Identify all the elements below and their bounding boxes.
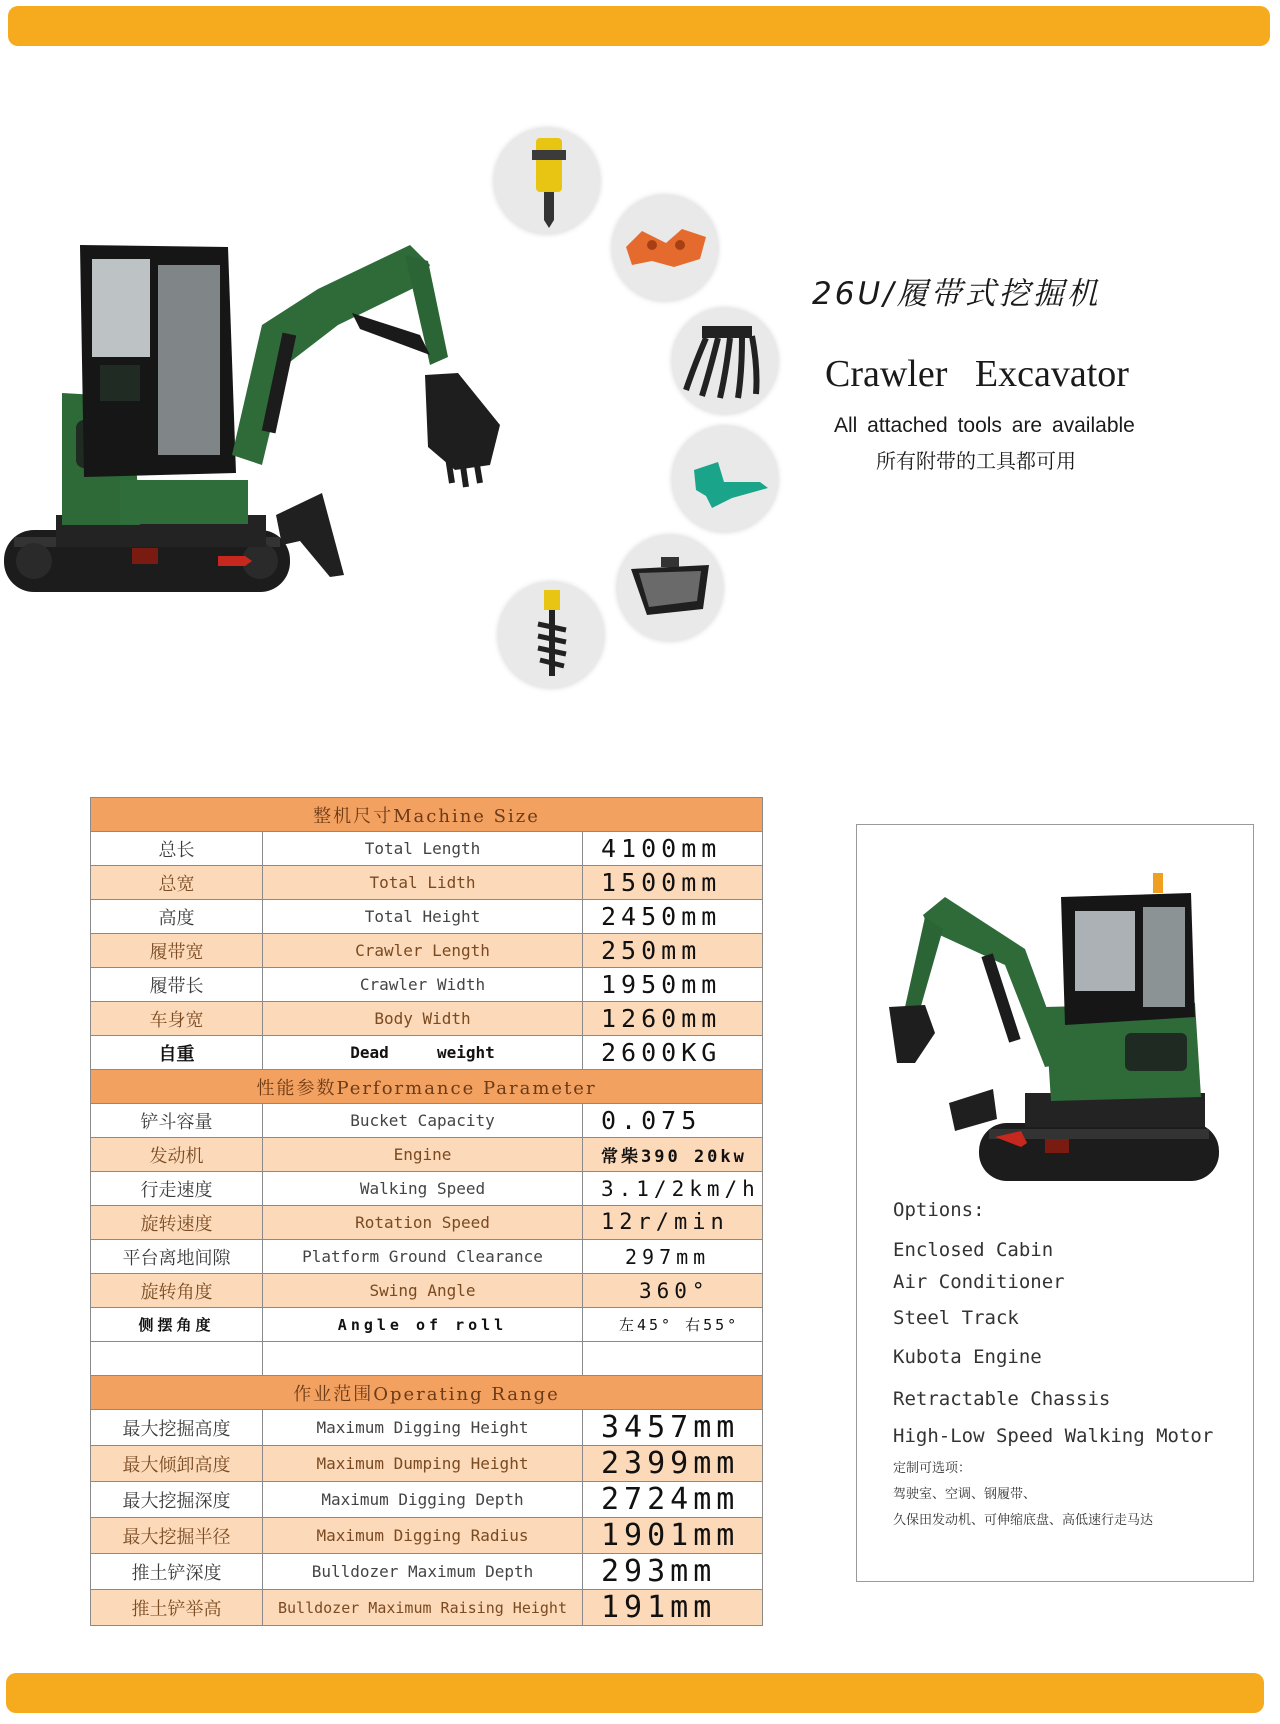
row-cn-label: 总宽 bbox=[91, 866, 263, 900]
row-en-label: Swing Angle bbox=[263, 1274, 583, 1308]
attachment-rake bbox=[672, 308, 778, 414]
row-cn-label: 发动机 bbox=[91, 1138, 263, 1172]
row-cn-label: 履带长 bbox=[91, 968, 263, 1002]
row-cn-label: 最大挖掘深度 bbox=[91, 1482, 263, 1518]
row-value: 2600KG bbox=[583, 1036, 763, 1070]
row-value: 2724mm bbox=[583, 1482, 763, 1518]
row-en-label: Crawler Length bbox=[263, 934, 583, 968]
row-en-label: Total Length bbox=[263, 832, 583, 866]
section-header bbox=[91, 798, 763, 832]
section-header bbox=[91, 1070, 763, 1104]
attachment-breaker bbox=[494, 128, 600, 234]
section-title: 性能参数Performance Parameter bbox=[91, 1070, 763, 1104]
table-row bbox=[91, 1172, 763, 1206]
row-value: 2450mm bbox=[583, 900, 763, 934]
table-row bbox=[91, 900, 763, 934]
excavator-photo bbox=[0, 225, 510, 610]
excavator-side-photo bbox=[875, 857, 1235, 1209]
row-value: 1500mm bbox=[583, 866, 763, 900]
table-row bbox=[91, 1590, 763, 1626]
row-cn-label: 车身宽 bbox=[91, 1002, 263, 1036]
row-en-label: Maximum Digging Radius bbox=[263, 1518, 583, 1554]
row-value: 1260mm bbox=[583, 1002, 763, 1036]
row-en-label: Maximum Dumping Height bbox=[263, 1446, 583, 1482]
row-cn-label: 自重 bbox=[91, 1036, 263, 1070]
table-row bbox=[91, 1308, 763, 1342]
option-item: High-Low Speed Walking Motor bbox=[893, 1425, 1214, 1447]
table-row bbox=[91, 866, 763, 900]
options-cn-line: 久保田发动机、可伸缩底盘、高低速行走马达 bbox=[893, 1513, 1154, 1528]
row-cn-label: 侧摆角度 bbox=[91, 1308, 263, 1342]
row-en-label: Dead weight bbox=[263, 1036, 583, 1070]
row-value: 12r/min bbox=[583, 1206, 763, 1240]
row-value: 3457mm bbox=[583, 1410, 763, 1446]
row-cn-label: 旋转速度 bbox=[91, 1206, 263, 1240]
option-item: Steel Track bbox=[893, 1307, 1019, 1329]
tools-note-cn: 所有附带的工具都可用 bbox=[876, 449, 1076, 473]
table-row bbox=[91, 1482, 763, 1518]
row-cn-label: 最大挖掘高度 bbox=[91, 1410, 263, 1446]
row-value: 1950mm bbox=[583, 968, 763, 1002]
row-cn-label: 推土铲举高 bbox=[91, 1590, 263, 1626]
table-row bbox=[91, 1036, 763, 1070]
row-value: 297mm bbox=[583, 1240, 763, 1274]
row-en-label: Bulldozer Maximum Depth bbox=[263, 1554, 583, 1590]
model-title: 26U/履带式挖掘机 bbox=[812, 276, 1101, 312]
row-en-label bbox=[263, 1342, 583, 1376]
table-row bbox=[91, 1518, 763, 1554]
row-cn-label: 铲斗容量 bbox=[91, 1104, 263, 1138]
section-header bbox=[91, 1376, 763, 1410]
table-row bbox=[91, 1410, 763, 1446]
row-value: 293mm bbox=[583, 1554, 763, 1590]
bottom-accent-bar bbox=[6, 1673, 1264, 1713]
row-value bbox=[583, 1342, 763, 1376]
option-item: Kubota Engine bbox=[893, 1346, 1042, 1368]
row-en-label: Platform Ground Clearance bbox=[263, 1240, 583, 1274]
row-value: 191mm bbox=[583, 1590, 763, 1626]
row-en-label: Bulldozer Maximum Raising Height bbox=[263, 1590, 583, 1626]
row-cn-label bbox=[91, 1342, 263, 1376]
row-cn-label: 旋转角度 bbox=[91, 1274, 263, 1308]
row-en-label: Bucket Capacity bbox=[263, 1104, 583, 1138]
table-row bbox=[91, 1138, 763, 1172]
options-panel bbox=[856, 824, 1254, 1582]
row-cn-label: 最大挖掘半径 bbox=[91, 1518, 263, 1554]
table-row bbox=[91, 1104, 763, 1138]
row-value: 1901mm bbox=[583, 1518, 763, 1554]
row-value: 4100mm bbox=[583, 832, 763, 866]
row-value: 0.075 bbox=[583, 1104, 763, 1138]
section-title: 作业范围Operating Range bbox=[91, 1376, 763, 1410]
table-row bbox=[91, 832, 763, 866]
row-value: 常柴390 20kw bbox=[583, 1138, 763, 1172]
row-en-label: Maximum Digging Depth bbox=[263, 1482, 583, 1518]
row-cn-label: 行走速度 bbox=[91, 1172, 263, 1206]
options-cn-line: 驾驶室、空调、钢履带、 bbox=[893, 1487, 1037, 1502]
table-row bbox=[91, 1342, 763, 1376]
top-accent-bar bbox=[8, 6, 1270, 46]
options-title: Options: bbox=[893, 1199, 985, 1221]
row-en-label: Rotation Speed bbox=[263, 1206, 583, 1240]
attachment-bucket bbox=[617, 535, 723, 641]
row-value: 左45° 右55° bbox=[583, 1308, 763, 1342]
row-en-label: Angle of roll bbox=[263, 1308, 583, 1342]
table-row bbox=[91, 1554, 763, 1590]
row-cn-label: 履带宽 bbox=[91, 934, 263, 968]
row-en-label: Walking Speed bbox=[263, 1172, 583, 1206]
table-row bbox=[91, 1240, 763, 1274]
attachment-ripper bbox=[672, 426, 778, 532]
row-cn-label: 平台离地间隙 bbox=[91, 1240, 263, 1274]
table-row bbox=[91, 934, 763, 968]
row-value: 250mm bbox=[583, 934, 763, 968]
row-cn-label: 高度 bbox=[91, 900, 263, 934]
table-row bbox=[91, 1274, 763, 1308]
row-en-label: Crawler Width bbox=[263, 968, 583, 1002]
table-row bbox=[91, 1206, 763, 1240]
attachment-auger bbox=[498, 582, 604, 688]
section-title: 整机尺寸Machine Size bbox=[91, 798, 763, 832]
row-value: 3.1/2km/h bbox=[583, 1172, 763, 1206]
row-value: 2399mm bbox=[583, 1446, 763, 1482]
table-row bbox=[91, 968, 763, 1002]
row-en-label: Engine bbox=[263, 1138, 583, 1172]
tools-note-en: All attached tools are available bbox=[834, 414, 1135, 437]
spec-table bbox=[90, 797, 763, 1626]
row-en-label: Body Width bbox=[263, 1002, 583, 1036]
row-en-label: Maximum Digging Height bbox=[263, 1410, 583, 1446]
option-item: Air Conditioner bbox=[893, 1271, 1065, 1293]
row-cn-label: 总长 bbox=[91, 832, 263, 866]
table-row bbox=[91, 1446, 763, 1482]
row-cn-label: 最大倾卸高度 bbox=[91, 1446, 263, 1482]
row-cn-label: 推土铲深度 bbox=[91, 1554, 263, 1590]
product-title: Crawler Excavator bbox=[825, 353, 1129, 395]
row-en-label: Total Lidth bbox=[263, 866, 583, 900]
option-item: Retractable Chassis bbox=[893, 1388, 1111, 1410]
option-item: Enclosed Cabin bbox=[893, 1239, 1054, 1261]
options-cn-title: 定制可选项： bbox=[893, 1461, 972, 1476]
row-en-label: Total Height bbox=[263, 900, 583, 934]
table-row bbox=[91, 1002, 763, 1036]
attachment-quick-hitch bbox=[612, 195, 718, 301]
row-value: 360° bbox=[583, 1274, 763, 1308]
